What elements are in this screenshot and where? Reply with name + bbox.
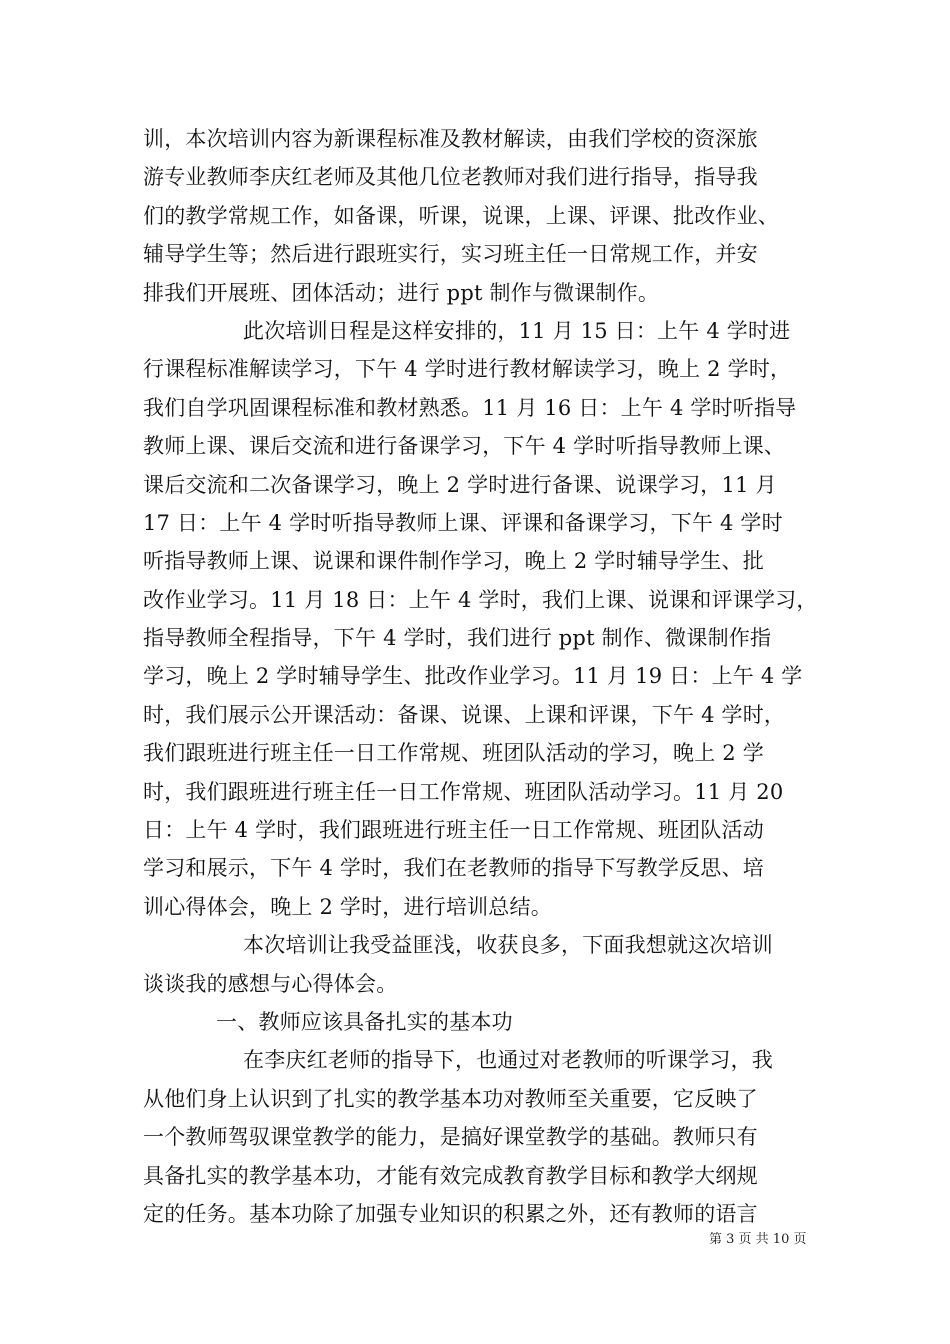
text-line: 我们自学巩固课程标准和教材熟悉。11 月 16 日：上午 4 学时听指导	[143, 395, 797, 420]
text-line: 17 日：上午 4 学时听指导教师上课、评课和备课学习，下午 4 学时	[143, 510, 783, 535]
text-line: 谈谈我的感想与心得体会。	[143, 971, 398, 996]
text-line: 训，本次培训内容为新课程标准及教材解读，由我们学校的资深旅	[143, 127, 758, 151]
document-body	[143, 120, 818, 1233]
paragraph-start-line: 在李庆红老师的指导下，也通过对老教师的听课学习，我	[243, 1048, 773, 1073]
text-line: 时，我们跟班进行班主任一日工作常规、班团队活动学习。11 月 20	[143, 779, 784, 804]
text-line: 行课程标准解读学习，下午 4 学时进行教材解读学习，晚上 2 学时，	[143, 357, 792, 382]
section-heading: 一、教师应该具备扎实的基本功	[216, 1009, 513, 1034]
paragraph-start-line: 此次培训日程是这样安排的，11 月 15 日：上午 4 学时进	[243, 318, 791, 343]
text-line: 听指导教师上课、说课和课件制作学习，晚上 2 学时辅导学生、批	[143, 549, 764, 574]
text-line: 定的任务。基本功除了加强专业知识的积累之外，还有教师的语言	[143, 1201, 758, 1226]
text-line: 日：上午 4 学时，我们跟班进行班主任一日工作常规、班团队活动	[143, 818, 764, 843]
text-line: 辅导学生等；然后进行跟班实行，实习班主任一日常规工作，并安	[143, 242, 758, 267]
text-line: 学习，晚上 2 学时辅导学生、批改作业学习。11 月 19 日：上午 4 学	[143, 664, 803, 689]
text-line: 教师上课、课后交流和进行备课学习，下午 4 学时听指导教师上课、	[143, 434, 786, 459]
text-line: 课后交流和二次备课学习，晚上 2 学时进行备课、说课学习，11 月	[143, 472, 777, 497]
text-line: 排我们开展班、团体活动；进行 ppt 制作与微课制作。	[143, 280, 660, 305]
text-line: 学习和展示，下午 4 学时，我们在老教师的指导下写教学反思、培	[143, 856, 764, 881]
text-line: 一个教师驾驭课堂教学的能力，是搞好课堂教学的基础。教师只有	[143, 1125, 758, 1150]
text-line: 训心得体会，晚上 2 学时，进行培训总结。	[143, 894, 552, 919]
text-line: 游专业教师李庆红老师及其他几位老教师对我们进行指导，指导我	[143, 165, 758, 190]
text-line: 具备扎实的教学基本功，才能有效完成教育教学目标和教学大纲规	[143, 1163, 758, 1188]
text-line: 指导教师全程指导，下午 4 学时，我们进行 ppt 制作、微课制作指	[143, 626, 772, 651]
paragraph-start-line: 本次培训让我受益匪浅，收获良多，下面我想就这次培训	[243, 933, 773, 958]
text-line: 改作业学习。11 月 18 日：上午 4 学时，我们上课、说课和评课学习，	[143, 587, 818, 612]
page-number-footer: 第 3 页 共 10 页	[709, 1232, 807, 1247]
text-line: 们的教学常规工作，如备课，听课，说课，上课、评课、批改作业、	[143, 203, 779, 228]
text-line: 我们跟班进行班主任一日工作常规、班团队活动的学习，晚上 2 学	[143, 741, 764, 766]
text-line: 从他们身上认识到了扎实的教学基本功对教师至关重要，它反映了	[143, 1086, 758, 1111]
text-line: 时，我们展示公开课活动：备课、说课、上课和评课，下午 4 学时，	[143, 702, 786, 727]
